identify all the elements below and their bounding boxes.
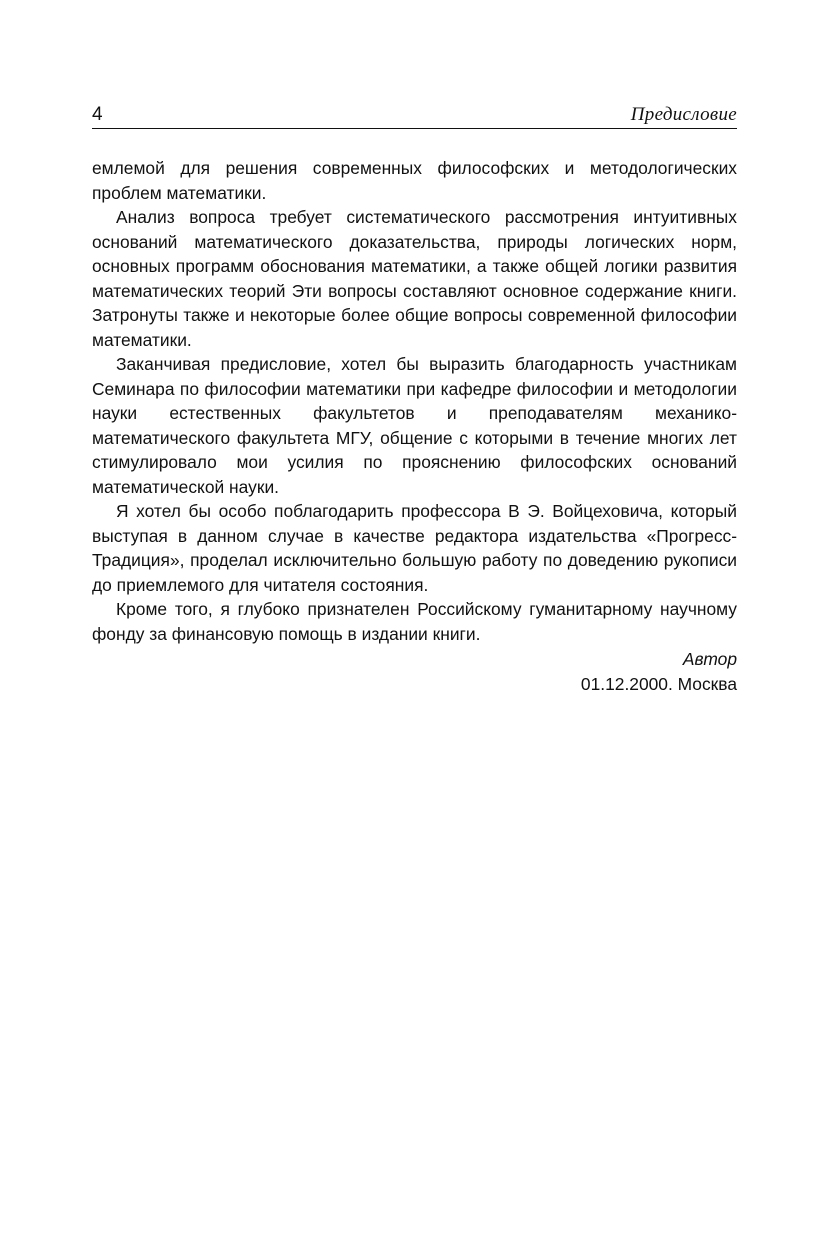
author-label: Автор: [682, 649, 737, 669]
date-place: 01.12.2000. Москва: [580, 673, 737, 694]
paragraph-acknowledgement-fund: Кроме того, я глубоко признателен Российскому гуманитарному научному фонду за финансовую помощь в издании книги.: [92, 599, 737, 644]
book-page: [92, 100, 737, 696]
running-header: [92, 100, 737, 129]
paragraph-continuation: емлемой для решения современных философских и методологических проблем математики.: [92, 158, 737, 203]
paragraph-acknowledgement-seminar: Заканчивая предисловие, хотел бы выразить благодарность участникам Семинара по философии математики при кафедре философии и методологии науки естественных факультетов и преподавателям механико-математического факультета МГУ, общение с которыми в течение многих лет стимулировало мои усилия по прояснению философских оснований математической науки.: [92, 354, 737, 497]
page-number: 4: [92, 104, 103, 125]
paragraph-analysis: Анализ вопроса требует систематического рассмотрения интуитивных оснований математического доказательства, природы логических норм, основных программ обоснования математики, а также общей логики развития математических теорий Эти вопросы составляют основное содержание книги. Затронуты также и некоторые более общие вопросы современной философии математики.: [92, 207, 737, 350]
signature-block: [92, 647, 737, 696]
chapter-title: Предисловие: [630, 104, 737, 125]
paragraph-acknowledgement-editor: Я хотел бы особо поблагодарить профессора В Э. Войцеховича, который выступая в данном случае в качестве редактора издательства «Прогресс-Традиция», проделал исключительно большую работу по доведению рукописи до приемлемого для читателя состояния.: [92, 501, 737, 595]
body-text: [92, 156, 737, 646]
